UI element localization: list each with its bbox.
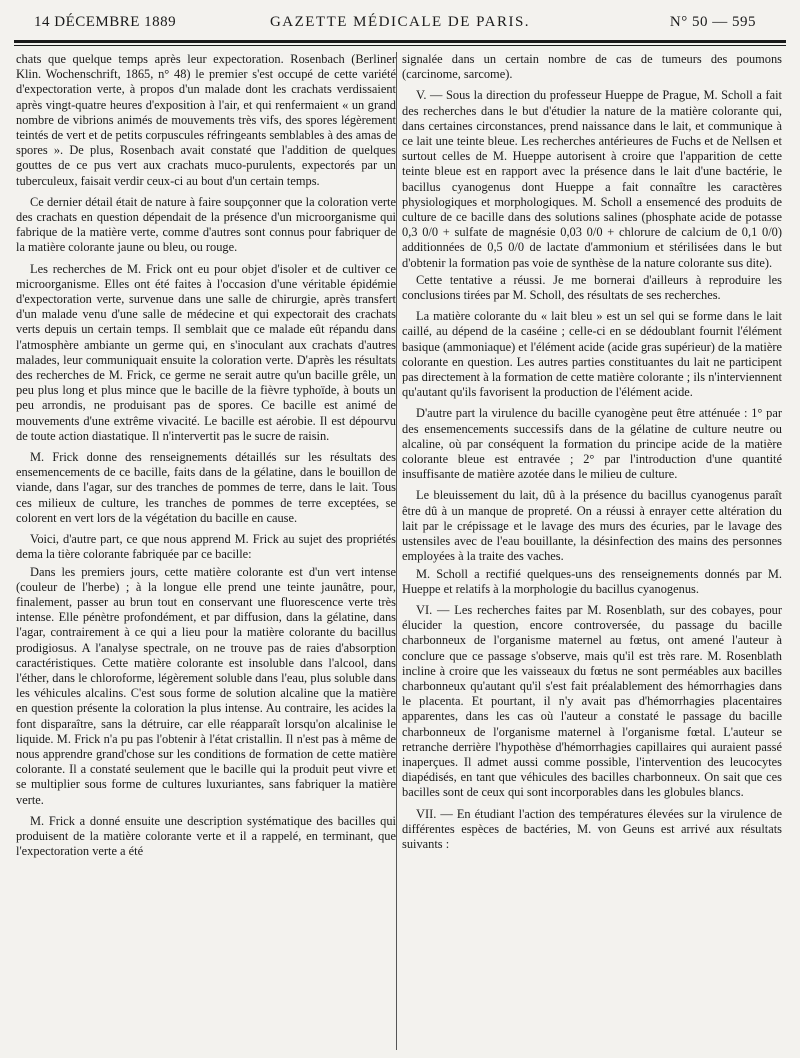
header-rule-thick: [14, 40, 786, 43]
paragraph: Cette tentative a réussi. Je me bornerai d'ailleurs à reproduire les conclusions tirées par M. Scholl, des résultats de ses recherches.: [402, 272, 782, 303]
page-number: N° 50 — 595: [669, 14, 756, 30]
paragraph: chats que quelque temps après leur expectoration. Rosenbach (Berliner Klin. Wochenschrift, 1865, n° 48) le premier s'est occupé de cette variété d'expectoration verte, à propos d'un malade dont les crachats verdissaient après vingt-quatre heures d'exposition à l'air, et qui renfermaient « un grand nombre de vibrions animés de mouvements très vifs, des spores légèrement teintés de vert et de petits corpuscules réfringeants semblables à des amas de spores ». De plus, Rosenbach avait constaté que l'addition de quelques gouttes de ce pus vert aux crachats muco-purulents, expectorés par un tuberculeux, faisait verdir ceux-ci au bout d'un certain temps.: [16, 52, 396, 188]
issue-date: 14 DÉCEMBRE 1889: [34, 14, 177, 30]
paragraph: M. Frick donne des renseignements détaillés sur les résultats des ensemencements de ce bacille, faits dans de la gélatine, dans le bouillon de viande, dans l'agar, sur des tranches de pommes de terre, dans le lait. Tous ces milieux de culture, les tranches de pommes de terre exceptées, se colorent en vert lors de la végétation du bacille en cause.: [16, 450, 396, 525]
paragraph: M. Frick a donné ensuite une description systématique des bacilles qui produisent de la matière colorante verte et il a rappelé, en terminant, que l'expectoration verte a été: [16, 813, 396, 859]
paragraph: Dans les premiers jours, cette matière colorante est d'un vert intense (couleur de l'herbe) ; à la longue elle prend une teinte jaunâtre, pour, finalement, passer au brun tout en conservant une fluorescence verte très intense. Elle pénètre profondément, et par diffusion, dans la gélatine, dans l'agar, contrairement à ce qui a lieu pour la matière colorante du bacillus prodigiosus. A l'analyse spectrale, on ne trouve pas de raies d'absorption caractéristiques. Cette matière colorante est insoluble dans l'alcool, dans l'éther, dans le chloroforme, légèrement soluble dans l'eau, plus soluble dans les véhicules alcalins. C'est sous forme de solution alcaline que la matière en question présente la coloration la plus intense. Au contraire, les acides la font disparaître, sans la détruire, car elle réapparaît lorsqu'on alcalinise le liquide. M. Frick n'a pu pas l'obtenir à l'état cristallin. Il n'est pas à même de nous apprendre grand'chose sur les conditions de formation de cette matière colorante. Il a constaté seulement que le bacille qui la produit peut vivre et se multiplier sous forme de cultures luxuriantes, sans fabriquer la matière verte.: [16, 564, 396, 807]
paragraph: Voici, d'autre part, ce que nous apprend M. Frick au sujet des propriétés dema la tière colorante fabriquée par ce bacille:: [16, 532, 396, 562]
column-divider: [396, 52, 397, 1050]
page-header: [0, 10, 800, 32]
right-column: [402, 52, 782, 854]
paragraph: VII. — En étudiant l'action des températures élevées sur la virulence de différentes espèces de bactéries, M. von Geuns est arrivé aux résultats suivants :: [402, 806, 782, 851]
paragraph: Les recherches de M. Frick ont eu pour objet d'isoler et de cultiver ce microorganisme. Elles ont été faites à l'occasion d'une véritable épidémie d'expectoration verte, survenue dans une salle de chirurgie, après transfert d'un malade venu d'une salle de médecine et qui expectorait des crachats verts depuis un certain temps. Il semblait que ce malade eût répandu dans l'atmosphère ambiante un germe qui, en s'inoculant aux crachats d'autres malades, leur communiquait ensuite la coloration verte. D'après les résultats des recherches de M. Frick, ce germe ne serait autre qu'un bacille grêle, un peu plus long et plus mince que le bacille de la fièvre typhoïde, à bouts un peu arrondis, ne produisant pas de spores. Ce bacille est animé de mouvements d'une extrême vivacité. Le bacille est aérobie. Il est dépourvu de toute action diastatique. Il n'intervertit pas le sucre de raisin.: [16, 261, 396, 443]
publication-title: GAZETTE MÉDICALE DE PARIS.: [269, 14, 531, 30]
paragraph: D'autre part la virulence du bacille cyanogène peut être atténuée : 1° par des ensemencements successifs dans de la gélatine de culture neutre ou alcaline, où par conséquent la formation du principe acide de la matière colorante bleue est entravée ; 2° par l'introduction d'une quantité insuffisante de matière azotée dans le milieu de culture.: [402, 406, 782, 482]
paragraph: signalée dans un certain nombre de cas de tumeurs des poumons (carcinome, sarcome).: [402, 52, 782, 82]
paragraph: La matière colorante du « lait bleu » est un sel qui se forme dans le lait caillé, au dépend de la caséine ; celle-ci en se dédoublant fournit l'élément basique (ammoniaque) et l'élément acide (acide gras supérieur) de la matière colorante en question. Les autres parties constituantes du lait ne participent pas directement à la formation de cette matière colorante ; ils n'interviennent qu'autant qu'ils favorisent la production de l'élément acide.: [402, 309, 782, 400]
paragraph: V. — Sous la direction du professeur Hueppe de Prague, M. Scholl a fait des recherches dans le but d'étudier la nature de la matière colorante qui, dans certaines circonstances, prend naissance dans le lait, et communique à ce lait une teinte bleue. Les recherches antérieures de Fuchs et de Nellsen et surtout celles de M. Hueppe autorisent à croire que l'apparition de cette teinte bleue est en rapport avec la présence dans le lait d'une bactérie, le bacillus cyanogenus dont Hueppe a fait connaître les caractères physiologiques et morphologiques. M. Scholl a ensemencé des produits de culture de ce bacille dans des solutions salines (phosphate acide de potasse 0,3 0/0 + sulfate de magnésie 0,03 0/0 + chlorure de calcium de 0,1 0/0) additionnées de 0,5 0/0 de lactate d'ammonium et stérilisées dans le but d'obtenir la formation pas voie de synthèse de la nature colorante sus dite).: [402, 88, 782, 270]
paragraph: Le bleuissement du lait, dû à la présence du bacillus cyanogenus paraît être dû à un manque de propreté. On a réussi à enrayer cette altération du lait par le crépissage et le lavage des murs des écuries, par le lavage des ustensiles avec de l'eau bouillante, la désinfection des mains des personnes employées à la traite des vaches.: [402, 488, 782, 564]
header-rule-thin: [14, 45, 786, 46]
paragraph: VI. — Les recherches faites par M. Rosenblath, sur des cobayes, pour élucider la question, encore controversée, du passage du bacille charbonneux de l'organisme maternel au fœtus, ont amené l'auteur à conclure que ce passage s'observe, mais qu'il est très rare. M. Rosenblath incline à croire que les vaisseaux du fœtus ne sont perméables aux bacilles charbonneux qu'autant qu'il s'est fait préalablement des hémorrhagies dans le placenta. Et pourtant, il n'y avait pas d'hémorrhagies placentaires apparentes, dans les cas où l'auteur a constaté le passage du bacille charbonneux de l'organisme maternel à l'organisme fœtal. L'auteur se retranche derrière l'hypothèse d'hémorrhagies capillaires qui auraient passé inaperçues. Il admet aussi comme possible, l'intervention des leucocytes diapédisés, en tant que véhicules des bacilles charbonneux. On sait que ces bacilles sont de ceux qui sont incorporables dans les globules blancs.: [402, 602, 782, 800]
paragraph: Ce dernier détail était de nature à faire soupçonner que la coloration verte des crachats en question dépendait de la présence d'un microorganisme qui fabrique de la matière verte, comme d'autres sont connus pour fabriquer de la matière colorante jaune ou bleu, ou rouge.: [16, 194, 396, 255]
left-column: [16, 52, 396, 861]
paragraph: M. Scholl a rectifié quelques-uns des renseignements donnés par M. Hueppe et relatifs à la morphologie du bacillus cyanogenus.: [402, 566, 782, 596]
